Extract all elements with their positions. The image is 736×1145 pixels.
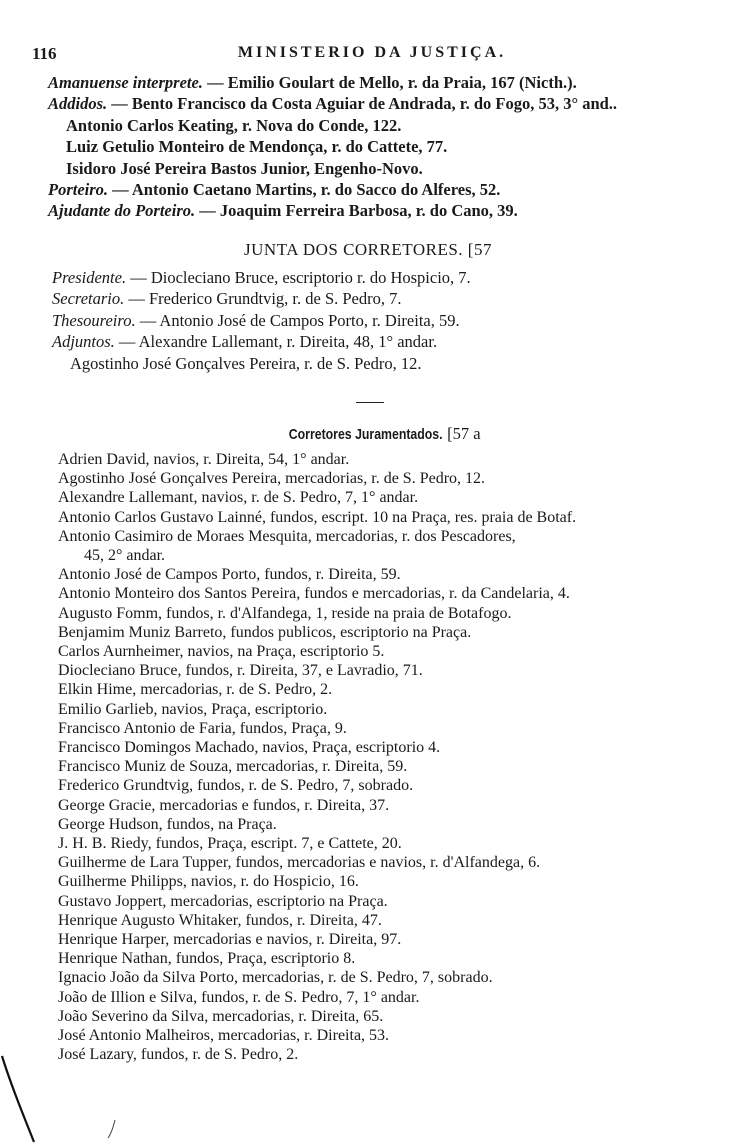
list-item: Antonio Monteiro dos Santos Pereira, fundos e mercadorias, r. da Candelaria, 4. xyxy=(58,585,570,603)
list-item: Gustavo Joppert, mercadorias, escriptorio na Praça. xyxy=(58,892,388,910)
running-title: MINISTERIO DA JUSTIÇA. xyxy=(237,44,507,61)
staff-line: Ajudante do Porteiro. — Joaquim Ferreira Barbosa, r. do Cano, 39. xyxy=(48,201,518,221)
corretores-list xyxy=(58,450,728,1065)
staff-line: Porteiro. — Antonio Caetano Martins, r. do Sacco do Alferes, 52. xyxy=(48,180,501,200)
section-divider xyxy=(356,402,384,403)
list-item: Antonio Carlos Gustavo Lainné, fundos, escript. 10 na Praça, res. praia de Botaf. xyxy=(58,508,577,526)
junta-line: Agostinho José Gonçalves Pereira, r. de S. Pedro, 12. xyxy=(70,353,422,373)
list-item: José Lazary, fundos, r. de S. Pedro, 2. xyxy=(58,1046,299,1064)
list-item: Francisco Muniz de Souza, mercadorias, r. Direita, 59. xyxy=(58,758,408,776)
list-item: Henrique Augusto Whitaker, fundos, r. Direita, 47. xyxy=(58,911,382,929)
junta-title: JUNTA DOS CORRETORES. xyxy=(244,240,464,259)
list-item: Antonio José de Campos Porto, fundos, r. Direita, 59. xyxy=(58,566,401,584)
list-item: Augusto Fomm, fundos, r. d'Alfandega, 1, reside na praia de Botafogo. xyxy=(58,604,512,622)
page-header xyxy=(32,44,712,66)
list-item: Guilherme de Lara Tupper, fundos, mercadorias e navios, r. d'Alfandega, 6. xyxy=(58,854,541,872)
list-item: Carlos Aurnheimer, navios, na Praça, escriptorio 5. xyxy=(58,643,385,661)
staff-line: Antonio Carlos Keating, r. Nova do Conde, 122. xyxy=(66,115,402,135)
list-item: Emilio Garlieb, navios, Praça, escriptorio. xyxy=(58,700,328,718)
list-item: George Gracie, mercadorias e fundos, r. Direita, 37. xyxy=(58,796,390,814)
junta-line: Secretario. — Frederico Grundtvig, r. de S. Pedro, 7. xyxy=(52,289,402,309)
staff-line: Amanuense interprete. — Emilio Goulart de Mello, r. da Praia, 167 (Nicth.). xyxy=(48,73,577,92)
staff-line: Luiz Getulio Monteiro de Mendonça, r. do Cattete, 77. xyxy=(66,137,448,157)
list-item: Adrien David, navios, r. Direita, 54, 1° andar. xyxy=(58,451,350,468)
margin-tick-mark xyxy=(105,1118,119,1140)
list-item: Frederico Grundtvig, fundos, r. de S. Pedro, 7, sobrado. xyxy=(58,777,414,795)
margin-stroke-mark xyxy=(0,1052,40,1145)
list-item: Guilherme Philipps, navios, r. do Hospicio, 16. xyxy=(58,873,359,891)
list-item: Benjamim Muniz Barreto, fundos publicos, escriptorio na Praça. xyxy=(58,623,472,641)
list-item: Agostinho José Gonçalves Pereira, mercadorias, r. de S. Pedro, 12. xyxy=(58,470,486,488)
staff-section xyxy=(48,72,728,222)
corretores-title: Corretores Juramentados. xyxy=(289,426,443,443)
junta-line: Presidente. — Diocleciano Bruce, escriptorio r. do Hospicio, 7. xyxy=(52,268,471,287)
list-item: Diocleciano Bruce, fundos, r. Direita, 37, e Lavradio, 71. xyxy=(58,662,423,680)
list-item: João de Illion e Silva, fundos, r. de S. Pedro, 7, 1° andar. xyxy=(58,988,420,1006)
staff-line: Addidos. — Bento Francisco da Costa Aguiar de Andrada, r. do Fogo, 53, 3° and.. xyxy=(48,94,618,114)
list-item: Henrique Nathan, fundos, Praça, escriptorio 8. xyxy=(58,950,356,968)
junta-ref: [57 xyxy=(467,240,492,259)
list-item: George Hudson, fundos, na Praça. xyxy=(58,815,277,833)
junta-line: Adjuntos. — Alexandre Lallemant, r. Direita, 48, 1° andar. xyxy=(52,332,438,352)
list-item: Elkin Hime, mercadorias, r. de S. Pedro, 2. xyxy=(58,681,333,699)
list-item: Alexandre Lallemant, navios, r. de S. Pedro, 7, 1° andar. xyxy=(58,489,419,507)
list-item: Francisco Antonio de Faria, fundos, Praça, 9. xyxy=(58,719,347,737)
list-item: João Severino da Silva, mercadorias, r. Direita, 65. xyxy=(58,1007,384,1025)
corretores-heading xyxy=(0,424,736,444)
list-item: Francisco Domingos Machado, navios, Praça, escriptorio 4. xyxy=(58,739,441,757)
corretores-ref: [57 a xyxy=(447,424,481,443)
list-item: 45, 2° andar. xyxy=(84,547,166,565)
junta-heading xyxy=(0,240,736,260)
list-item: Antonio Casimiro de Moraes Mesquita, mercadorias, r. dos Pescadores, xyxy=(58,527,516,545)
list-item: J. H. B. Riedy, fundos, Praça, escript. 7, e Cattete, 20. xyxy=(58,835,402,853)
junta-members xyxy=(52,267,732,374)
junta-line: Thesoureiro. — Antonio José de Campos Porto, r. Direita, 59. xyxy=(52,310,460,330)
list-item: Ignacio João da Silva Porto, mercadorias, r. de S. Pedro, 7, sobrado. xyxy=(58,969,493,987)
list-item: José Antonio Malheiros, mercadorias, r. Direita, 53. xyxy=(58,1027,390,1045)
list-item: Henrique Harper, mercadorias e navios, r. Direita, 97. xyxy=(58,931,402,949)
staff-line: Isidoro José Pereira Bastos Junior, Engenho-Novo. xyxy=(66,158,423,178)
page-number: 116 xyxy=(32,44,57,63)
